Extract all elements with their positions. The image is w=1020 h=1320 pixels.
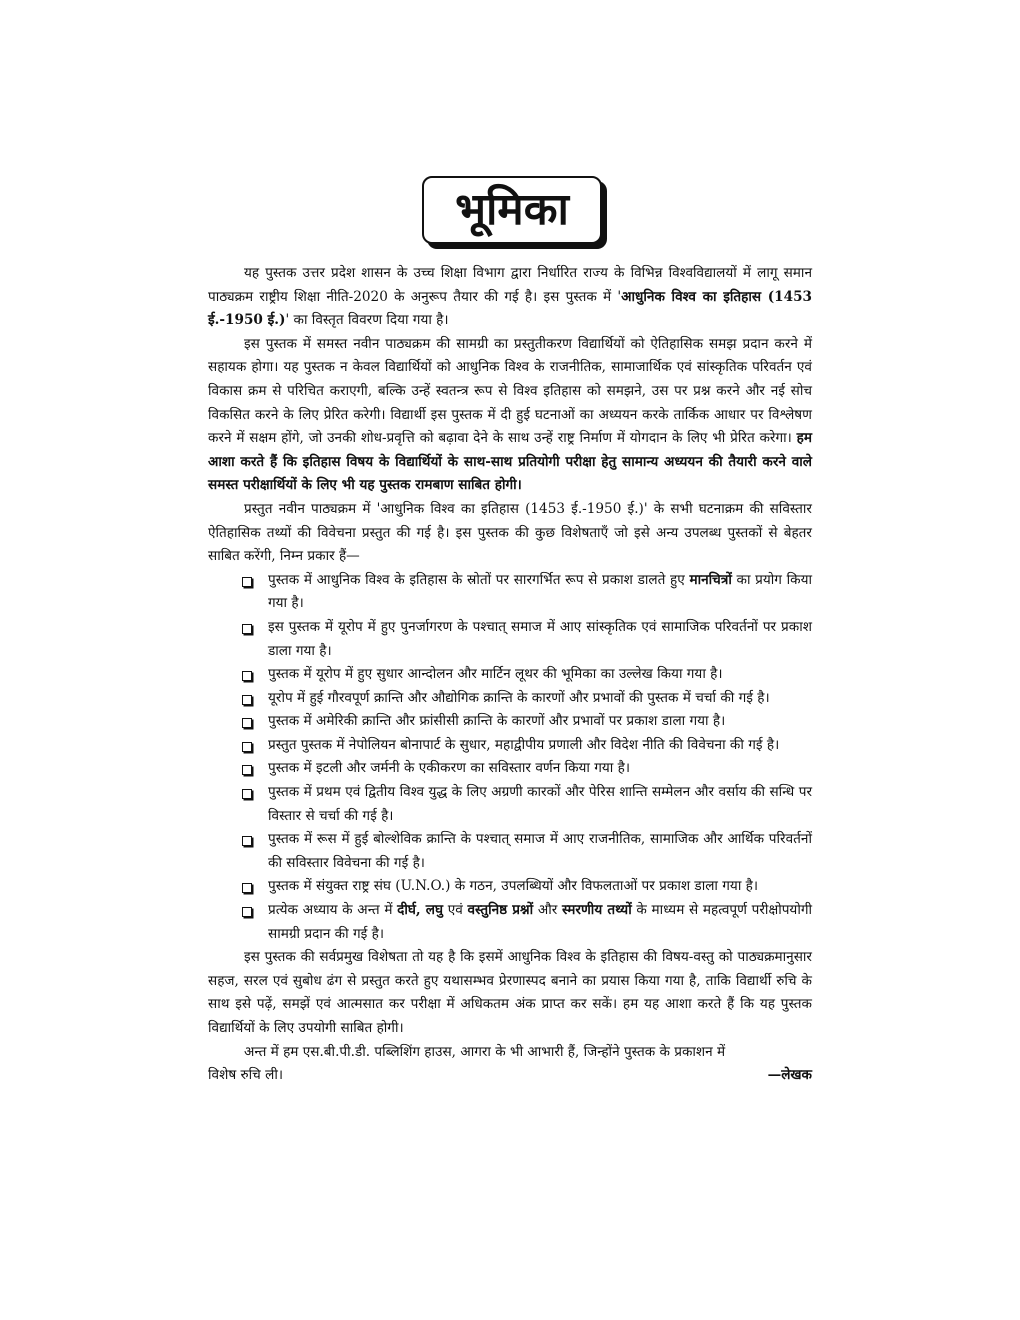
list-item: इस पुस्तक में यूरोप में हुए पुनर्जागरण के पश्चात् समाज में आए सांस्कृतिक एवं सामाजिक परिवर्तनों पर प्रकाश डाला गया है।	[240, 616, 812, 663]
list-item: पुस्तक में संयुक्त राष्ट्र संघ (U.N.O.) के गठन, उपलब्धियों और विफलताओं पर प्रकाश डाला गया है।	[240, 875, 812, 899]
list-item: प्रस्तुत पुस्तक में नेपोलियन बोनापार्ट के सुधार, महाद्वीपीय प्रणाली और विदेश नीति की विवेचना की गई है।	[240, 734, 812, 758]
author-signature: —लेखक	[767, 1067, 812, 1084]
list-item: पुस्तक में आधुनिक विश्व के इतिहास के स्रोतों पर सारगर्भित रूप से प्रकाश डालते हुए मानचित्रों का प्रयोग किया गया है।	[240, 569, 812, 616]
checkbox-bullet-icon	[242, 624, 252, 634]
summary-paragraph: इस पुस्तक की सर्वप्रमुख विशेषता तो यह है कि इसमें आधुनिक विश्व के इतिहास की विषय-वस्तु को पाठ्यक्रमानुसार सहज, सरल एवं सुबोध ढंग से प्रस्तुत करते हुए यथासम्भव प्रेरणास्पद बनाने का प्रयास किया गया है, ताकि विद्यार्थी रुचि के साथ इसे पढ़ें, समझें एवं आत्मसात कर परीक्षा में अधिकतम अंक प्राप्त कर सकें। हम यह आशा करते हैं कि यह पुस्तक विद्यार्थियों के लिए उपयोगी साबित होगी।	[208, 949, 812, 1036]
checkbox-bullet-icon	[242, 883, 252, 893]
checkbox-bullet-icon	[242, 836, 252, 846]
list-item: पुस्तक में अमेरिकी क्रान्ति और फ्रांसीसी क्रान्ति के कारणों और प्रभावों पर प्रकाश डाला गया है।	[240, 710, 812, 734]
acknowledgement-paragraph: अन्त में हम एस.बी.पी.डी. पब्लिशिंग हाउस, आगरा के भी आभारी हैं, जिन्होंने पुस्तक के प्रकाशन में	[244, 1043, 726, 1060]
checkbox-bullet-icon	[242, 907, 252, 917]
checkbox-bullet-icon	[242, 742, 252, 752]
title-frame	[422, 176, 602, 244]
list-item: पुस्तक में प्रथम एवं द्वितीय विश्व युद्ध के लिए अग्रणी कारकों और पेरिस शान्ति सम्मेलन और वर्साय की सन्धि पर विस्तार से चर्चा की गई है।	[240, 781, 812, 828]
acknowledgement-end: विशेष रुचि ली।	[208, 1067, 283, 1084]
checkbox-bullet-icon	[242, 577, 252, 587]
checkbox-bullet-icon	[242, 765, 252, 775]
list-item: प्रत्येक अध्याय के अन्त में दीर्घ, लघु एवं वस्तुनिष्ठ प्रश्नों और स्मरणीय तथ्यों के माध्यम से महत्वपूर्ण परीक्षोपयोगी सामग्री प्रदान की गई है।	[240, 899, 812, 946]
intro-paragraph: यह पुस्तक उत्तर प्रदेश शासन के उच्च शिक्षा विभाग द्वारा निर्धारित राज्य के विभिन्न विश्वविद्यालयों में लागू समान पाठ्यक्रम राष्ट्रीय शिक्षा नीति-2020 के अनुरूप तैयार की गई है। इस पुस्तक में 'आधुनिक विश्व का इतिहास (1453 ई.-1950 ई.)' का विस्तृत विवरण दिया गया है।	[208, 265, 812, 329]
preface-body	[208, 262, 812, 1088]
purpose-paragraph: इस पुस्तक में समस्त नवीन पाठ्यक्रम की सामग्री का प्रस्तुतीकरण विद्यार्थियों को ऐतिहासिक समझ प्रदान करने में सहायक होगा। यह पुस्तक न केवल विद्यार्थियों को आधुनिक विश्व के राजनीतिक, सामाजार्थिक एवं सांस्कृतिक परिवर्तन एवं विकास क्रम से परिचित कराएगी, बल्कि उन्हें स्वतन्त्र रूप से विश्व इतिहास को समझने, उस पर प्रश्न करने और नई सोच विकसित करने के लिए प्रेरित करेगी। विद्यार्थी इस पुस्तक में दी हुई घटनाओं का अध्ययन करके तार्किक आधार पर विश्लेषण करने में सक्षम होंगे, जो उनकी शोध-प्रवृत्ति को बढ़ावा देने के साथ उन्हें राष्ट्र निर्माण में योगदान के लिए भी प्रेरित करेगा। हम आशा करते हैं कि इतिहास विषय के विद्यार्थियों के साथ-साथ प्रतियोगी परीक्षा हेतु सामान्य अध्ययन की तैयारी करने वाले समस्त परीक्षार्थियों के लिए भी यह पुस्तक रामबाण साबित होगी।	[208, 335, 812, 494]
features-intro-paragraph: प्रस्तुत नवीन पाठ्यक्रम में 'आधुनिक विश्व का इतिहास (1453 ई.-1950 ई.)' के सभी घटनाक्रम की सविस्तार ऐतिहासिक तथ्यों की विवेचना प्रस्तुत की गई है। इस पुस्तक की कुछ विशेषताएँ जो इसे अन्य उपलब्ध पुस्तकों से बेहतर साबित करेंगी, निम्न प्रकार हैं—	[208, 500, 812, 565]
signoff-line	[208, 1064, 812, 1088]
list-item: पुस्तक में रूस में हुई बोल्शेविक क्रान्ति के पश्चात् समाज में आए राजनीतिक, सामाजिक और आर्थिक परिवर्तनों की सविस्तार विवेचना की गई है।	[240, 828, 812, 875]
features-list	[208, 569, 812, 947]
list-item: पुस्तक में यूरोप में हुए सुधार आन्दोलन और मार्टिन लूथर की भूमिका का उल्लेख किया गया है।	[240, 663, 812, 687]
checkbox-bullet-icon	[242, 695, 252, 705]
list-item: पुस्तक में इटली और जर्मनी के एकीकरण का सविस्तार वर्णन किया गया है।	[240, 757, 812, 781]
checkbox-bullet-icon	[242, 671, 252, 681]
page-title: भूमिका	[422, 176, 602, 244]
checkbox-bullet-icon	[242, 718, 252, 728]
list-item: यूरोप में हुई गौरवपूर्ण क्रान्ति और औद्योगिक क्रान्ति के कारणों और प्रभावों की पुस्तक में चर्चा की गई है।	[240, 687, 812, 711]
checkbox-bullet-icon	[242, 789, 252, 799]
